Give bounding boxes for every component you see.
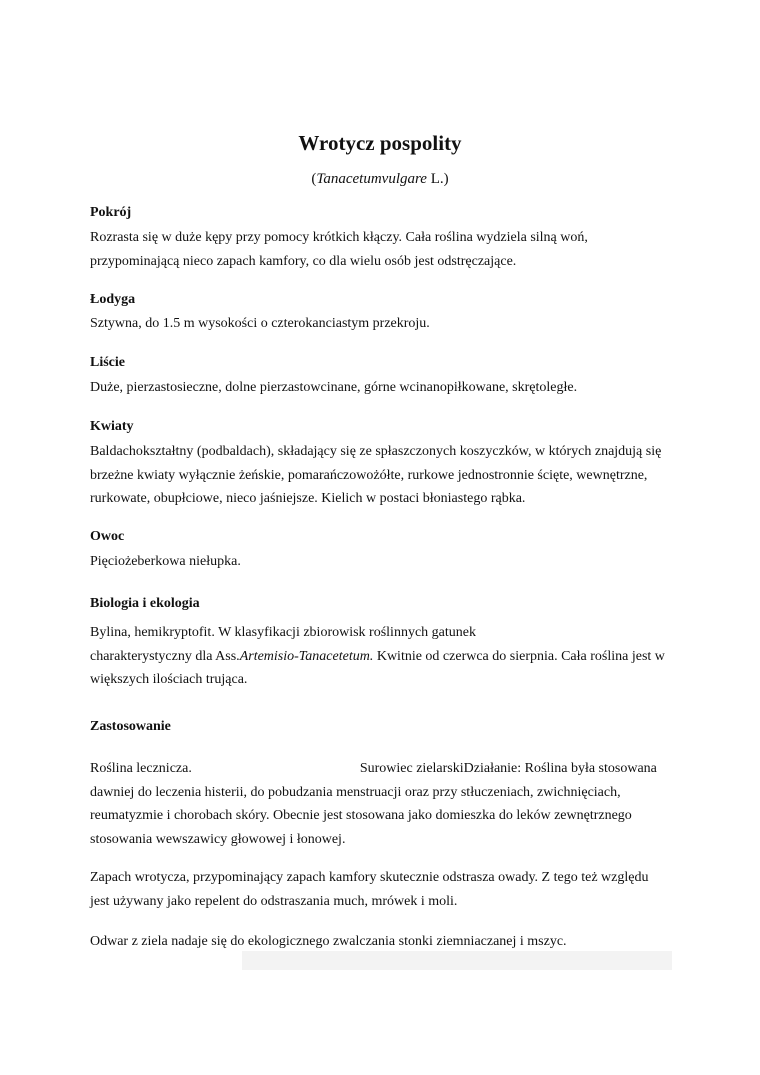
text-line: Rozrasta się w duże kępy przy pomocy krótkich kłączy. Cała roślina wydziela silną woń,: [90, 230, 588, 245]
section-text-lodyga: [90, 312, 680, 336]
section-text-liscie: [90, 376, 680, 400]
text-line: Odwar z ziela nadaje się do ekologicznego zwalczania stonki ziemniaczanej i mszyc.: [90, 934, 567, 949]
subtitle-open: (: [311, 171, 317, 187]
text-line: [90, 757, 680, 781]
section-heading-owoc: Owoc: [90, 529, 125, 544]
section-text-zastosowanie-p2: [90, 866, 680, 913]
shaded-region: [242, 951, 672, 970]
text-line: jest używany jako repelent do odstraszania much, mrówek i moli.: [90, 893, 458, 909]
text-line: [90, 645, 680, 669]
text-line: większych ilościach trująca.: [90, 672, 248, 687]
section-heading-lodyga: Łodyga: [90, 292, 136, 307]
text-line: przypominającą nieco zapach kamfory, co dla wielu osób jest odstręczające.: [90, 253, 517, 269]
text-line: dawniej do leczenia histerii, do pobudzania menstruacji oraz przy stłuczeniach, zwichnięciach,: [90, 784, 621, 800]
text-line: Duże, pierzastosieczne, dolne pierzastowcinane, górne wcinanopiłkowane, skrętoległe.: [90, 380, 578, 395]
subtitle-latin: Tanacetumvulgare: [316, 171, 427, 187]
text-line: stosowania wewszawicy głowowej i łonowej.: [90, 831, 346, 847]
latin-name: [0, 169, 760, 189]
section-text-pokroj: [90, 226, 680, 273]
section-heading-pokroj: Pokrój: [90, 205, 132, 220]
text-line: Baldachokształtny (podbaldach), składający się ze spłaszczonych koszyczków, w których znajdują się: [90, 444, 662, 459]
section-heading-zastosowanie: Zastosowanie: [90, 719, 171, 734]
section-text-kwiaty: [90, 440, 680, 511]
section-text-zastosowanie-p3: [90, 930, 680, 954]
text-fragment: Kwitnie od czerwca do sierpnia. Cała roślina jest w: [373, 648, 665, 664]
association-name: Artemisio-Tanacetetum.: [239, 648, 374, 664]
text-line: rurkowate, obupłciowe, nieco jaśniejsze. Kielich w postaci błoniastego rąbka.: [90, 491, 526, 506]
subtitle-close: L.): [426, 171, 449, 187]
section-heading-kwiaty: Kwiaty: [90, 419, 134, 434]
text-line: reumatyzmie i chorobach skóry. Obecnie jest stosowana jako domieszka do leków zewnętrznego: [90, 808, 632, 823]
text-fragment: charakterystyczny dla Ass.: [90, 648, 240, 664]
text-line: Sztywna, do 1.5 m wysokości o czterokanciastym przekroju.: [90, 316, 430, 331]
text-fragment: Surowiec zielarskiDziałanie: Roślina była stosowana: [359, 761, 657, 776]
text-fragment: Roślina lecznicza.: [90, 761, 192, 776]
text-line: Bylina, hemikryptofit. W klasyfikacji zbiorowisk roślinnych gatunek: [90, 625, 476, 640]
section-text-owoc: [90, 550, 680, 574]
section-text-biologia: [90, 621, 680, 692]
page-title: Wrotycz pospolity: [298, 131, 462, 155]
text-line: Zapach wrotycza, przypominający zapach kamfory skutecznie odstrasza owady. Z tego też względu: [90, 870, 649, 885]
text-line: Pięciożeberkowa niełupka.: [90, 554, 241, 569]
section-heading-liscie: Liście: [90, 355, 125, 370]
section-text-zastosowanie-p1: [90, 757, 680, 851]
section-heading-biologia: Biologia i ekologia: [90, 596, 200, 611]
text-line: brzeżne kwiaty wyłącznie żeńskie, pomarańczowożółte, rurkowe jednostronnie ścięte, wewnętrzne,: [90, 467, 648, 483]
